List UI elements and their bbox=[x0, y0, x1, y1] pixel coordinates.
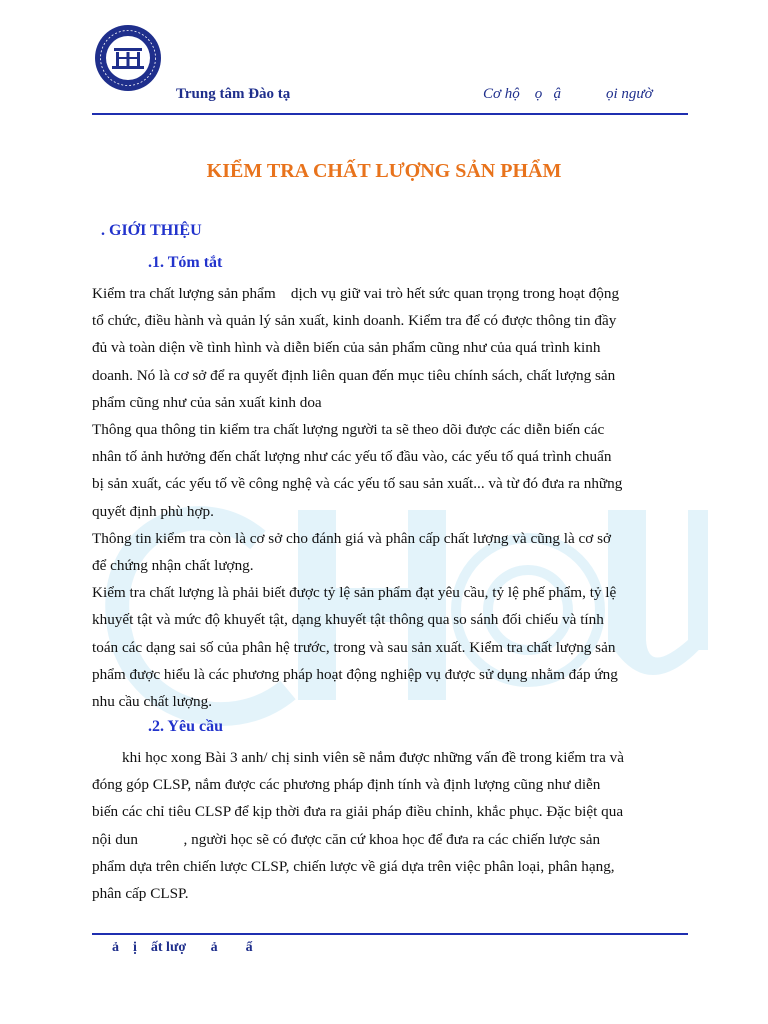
text-line: phẩm dựa trên chiến lược CLSP, chiến lược về giá dựa trên việc phân loại, phân hạng, bbox=[92, 857, 615, 875]
text-line: đủ và toàn diện về tình hình và diễn biến của sản phẩm cũng như của quá trình kinh bbox=[92, 339, 601, 357]
text-line: Kiểm tra chất lượng sản phẩm dịch vụ giữ vai trò hết sức quan trọng trong hoạt động bbox=[92, 285, 620, 302]
document-title: KIỂM TRA CHẤT LƯỢNG SẢN PHẨM bbox=[206, 160, 562, 182]
text-line: biến các chỉ tiêu CLSP để kịp thời đưa ra giải pháp điều chỉnh, khắc phục. Đặc biệt qua bbox=[92, 803, 624, 821]
section-heading-introduction: . GIỚI THIỆU bbox=[101, 222, 202, 239]
university-logo bbox=[92, 18, 164, 100]
text-line: phẩm cũng như của sản xuất kinh doa bbox=[92, 393, 322, 411]
header-slogan: Cơ hộ ọ ậ ọi ngườ bbox=[483, 86, 653, 102]
footer-divider bbox=[92, 933, 688, 935]
footer-text: ả ị ất lượ ả ẩ bbox=[112, 940, 253, 955]
text-line: Thông tin kiểm tra còn là cơ sở cho đánh giá và phân cấp chất lượng và cũng là cơ sở bbox=[92, 529, 612, 547]
subsection-heading-requirements: .2. Yêu cầu bbox=[148, 718, 223, 735]
paragraph-summary-1 bbox=[92, 280, 675, 715]
text-line: đóng góp CLSP, nắm được các phương pháp định tính và định lượng cũng như diễn bbox=[92, 776, 601, 794]
text-line: nhu cầu chất lượng. bbox=[92, 693, 213, 711]
text-line: phẩm được hiểu là các phương pháp hoạt động nghiệp vụ được sử dụng nhằm đáp ứng bbox=[92, 665, 618, 683]
header-divider bbox=[92, 113, 688, 115]
text-line: quyết định phù hợp. bbox=[92, 502, 214, 520]
text-line: khi học xong Bài 3 anh/ chị sinh viên sẽ nắm được những vấn đề trong kiểm tra và bbox=[122, 749, 624, 766]
text-line: tổ chức, điều hành và quản lý sản xuất, kinh doanh. Kiểm tra để có được thông tin đầy bbox=[92, 312, 617, 330]
text-line: bị sản xuất, các yếu tố về công nghệ và các yếu tố sau sản xuất... và từ đó đưa ra những bbox=[92, 475, 623, 493]
text-line: để chứng nhận chất lượng. bbox=[92, 557, 254, 575]
text-line: Thông qua thông tin kiểm tra chất lượng người ta sẽ theo dõi được các diễn biến các bbox=[92, 421, 605, 439]
text-line: nội dun , người học sẽ có được căn cứ khoa học để đưa ra các chiến lược sản bbox=[92, 830, 601, 848]
subsection-heading-summary: .1. Tóm tắt bbox=[148, 254, 223, 271]
text-line: toán các dạng sai số của phân hệ trước, trong và sau sản xuất. Kiểm tra chất lượng sản bbox=[92, 638, 616, 656]
text-line: khuyết tật và mức độ khuyết tật, dạng khuyết tật thông qua so sánh đối chiếu và tính bbox=[92, 611, 604, 629]
text-line: nhân tố ảnh hưởng đến chất lượng như các yếu tố đầu vào, các yếu tố quá trình chuẩn bbox=[92, 448, 612, 466]
paragraph-requirements bbox=[92, 744, 675, 907]
text-line: Kiểm tra chất lượng là phải biết được tỷ lệ sản phẩm đạt yêu cầu, tỷ lệ phế phẩm, tỷ lệ bbox=[92, 584, 617, 602]
text-line: phân cấp CLSP. bbox=[92, 885, 189, 903]
header-center-name: Trung tâm Đào tạ bbox=[176, 86, 291, 102]
text-line: doanh. Nó là cơ sở để ra quyết định liên quan đến mục tiêu chính sách, chất lượng sản bbox=[92, 366, 616, 384]
